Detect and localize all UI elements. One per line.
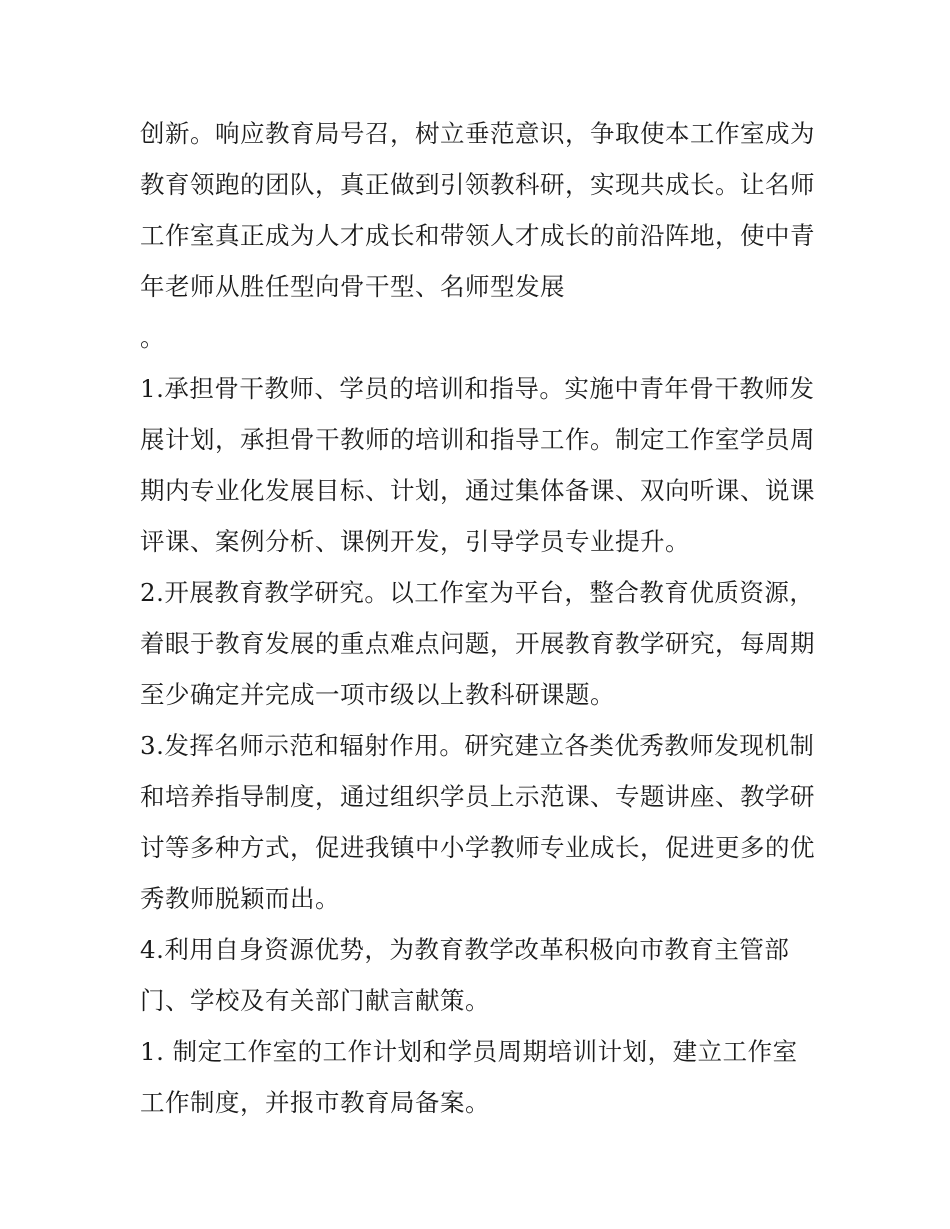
text-line: 教育领跑的团队，真正做到引领教科研，实现共成长。让名师 [140,170,815,199]
text-line: 1. 制定工作室的工作计划和学员周期培训计划，建立工作室 [140,1037,798,1066]
text-line: 秀教师脱颖而出。 [140,884,340,913]
text-line: 着眼于教育发展的重点难点问题，开展教育教学研究，每周期 [140,629,815,658]
text-line: 2.开展教育教学研究。以工作室为平台，整合教育优质资源， [140,578,815,607]
text-line: 工作室真正成为人才成长和带领人才成长的前沿阵地，使中青 [140,221,815,250]
text-line: 期内专业化发展目标、计划，通过集体备课、双向听课、说课 [140,476,815,505]
document-body [140,108,820,1128]
text-line: 展计划，承担骨干教师的培训和指导工作。制定工作室学员周 [140,425,815,454]
text-line: 3.发挥名师示范和辐射作用。研究建立各类优秀教师发现机制 [140,731,815,760]
text-line: 评课、案例分析、课例开发，引导学员专业提升。 [140,527,690,556]
text-line: 4.利用自身资源优势，为教育教学改革积极向市教育主管部 [140,935,790,964]
text-line: 和培养指导制度，通过组织学员上示范课、专题讲座、教学研 [140,782,815,811]
text-line: 讨等多种方式，促进我镇中小学教师专业成长，促进更多的优 [140,833,815,862]
text-line: 至少确定并完成一项市级以上教科研课题。 [140,680,615,709]
text-line: 。 [140,323,165,352]
text-line: 年老师从胜任型向骨干型、名师型发展 [140,272,565,301]
text-line: 工作制度，并报市教育局备案。 [140,1088,490,1117]
text-line: 门、学校及有关部门献言献策。 [140,986,490,1015]
text-line: 1.承担骨干教师、学员的培训和指导。实施中青年骨干教师发 [140,374,815,403]
text-line: 创新。响应教育局号召，树立垂范意识，争取使本工作室成为 [140,119,815,148]
